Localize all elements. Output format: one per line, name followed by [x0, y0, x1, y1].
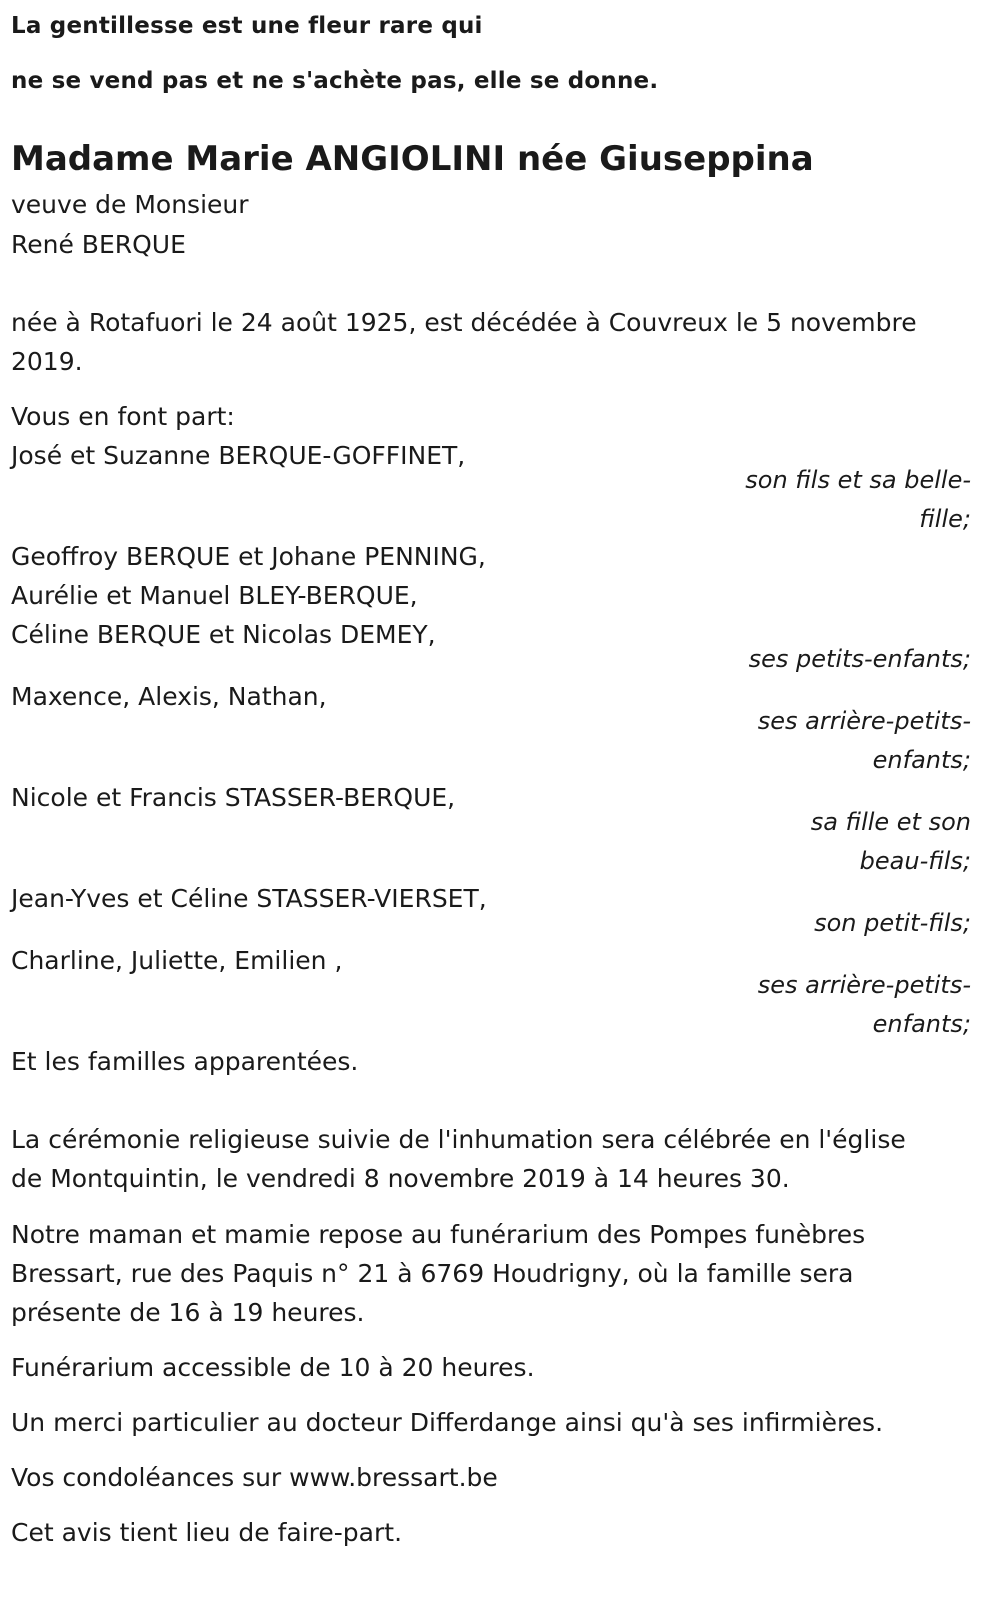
- great-grandchildren-2-names: Charline, Juliette, Emilien ,: [11, 946, 343, 975]
- ceremony-line-2: de Montquintin, le vendredi 8 novembre 2019 à 14 heures 30.: [11, 1164, 790, 1193]
- grandchild-2: Aurélie et Manuel BLEY-BERQUE,: [11, 581, 418, 610]
- daughter-relation-1: sa fille et son: [810, 808, 971, 836]
- daughter-relation-2: beau-fils;: [859, 847, 971, 875]
- son-names: José et Suzanne BERQUE-GOFFINET,: [11, 441, 466, 470]
- grandson-relation: son petit-fils;: [814, 909, 971, 937]
- thanks-line: Un merci particulier au docteur Differdange ainsi qu'à ses infirmières.: [11, 1408, 884, 1437]
- birth-death-line-2: 2019.: [11, 347, 83, 376]
- great-grandchildren-1-relation-2: enfants;: [872, 746, 971, 774]
- son-relation-1: son fils et sa belle-: [745, 466, 971, 494]
- great-grandchildren-1-relation-1: ses arrière-petits-: [757, 707, 971, 735]
- great-grandchildren-2-relation-1: ses arrière-petits-: [757, 971, 971, 999]
- funerarium-line-3: présente de 16 à 19 heures.: [11, 1298, 365, 1327]
- birth-death-line-1: née à Rotafuori le 24 août 1925, est décédée à Couvreux le 5 novembre: [11, 308, 917, 337]
- grandchild-3: Céline BERQUE et Nicolas DEMEY,: [11, 620, 436, 649]
- widow-line-2: René BERQUE: [11, 230, 186, 259]
- grandchildren-relation: ses petits-enfants;: [748, 645, 971, 673]
- quote-line-2: ne se vend pas et ne s'achète pas, elle se donne.: [11, 68, 659, 94]
- notice-line: Cet avis tient lieu de faire-part.: [11, 1518, 403, 1547]
- daughter-names: Nicole et Francis STASSER-BERQUE,: [11, 783, 456, 812]
- deceased-name: Madame Marie ANGIOLINI née Giuseppina: [11, 139, 814, 179]
- grandchild-1: Geoffroy BERQUE et Johane PENNING,: [11, 542, 486, 571]
- funerarium-access: Funérarium accessible de 10 à 20 heures.: [11, 1353, 535, 1382]
- extended-family: Et les familles apparentées.: [11, 1047, 359, 1076]
- great-grandchildren-2-relation-2: enfants;: [872, 1010, 971, 1038]
- ceremony-line-1: La cérémonie religieuse suivie de l'inhumation sera célébrée en l'église: [11, 1125, 906, 1154]
- funerarium-line-1: Notre maman et mamie repose au funérarium des Pompes funèbres: [11, 1220, 866, 1249]
- funerarium-line-2: Bressart, rue des Paquis n° 21 à 6769 Houdrigny, où la famille sera: [11, 1259, 854, 1288]
- family-intro: Vous en font part:: [11, 402, 235, 431]
- widow-line-1: veuve de Monsieur: [11, 190, 249, 219]
- quote-line-1: La gentillesse est une fleur rare qui: [11, 13, 483, 39]
- condolences-line: Vos condoléances sur www.bressart.be: [11, 1463, 498, 1492]
- grandson-names: Jean-Yves et Céline STASSER-VIERSET,: [11, 884, 487, 913]
- son-relation-2: fille;: [919, 505, 971, 533]
- great-grandchildren-1-names: Maxence, Alexis, Nathan,: [11, 682, 327, 711]
